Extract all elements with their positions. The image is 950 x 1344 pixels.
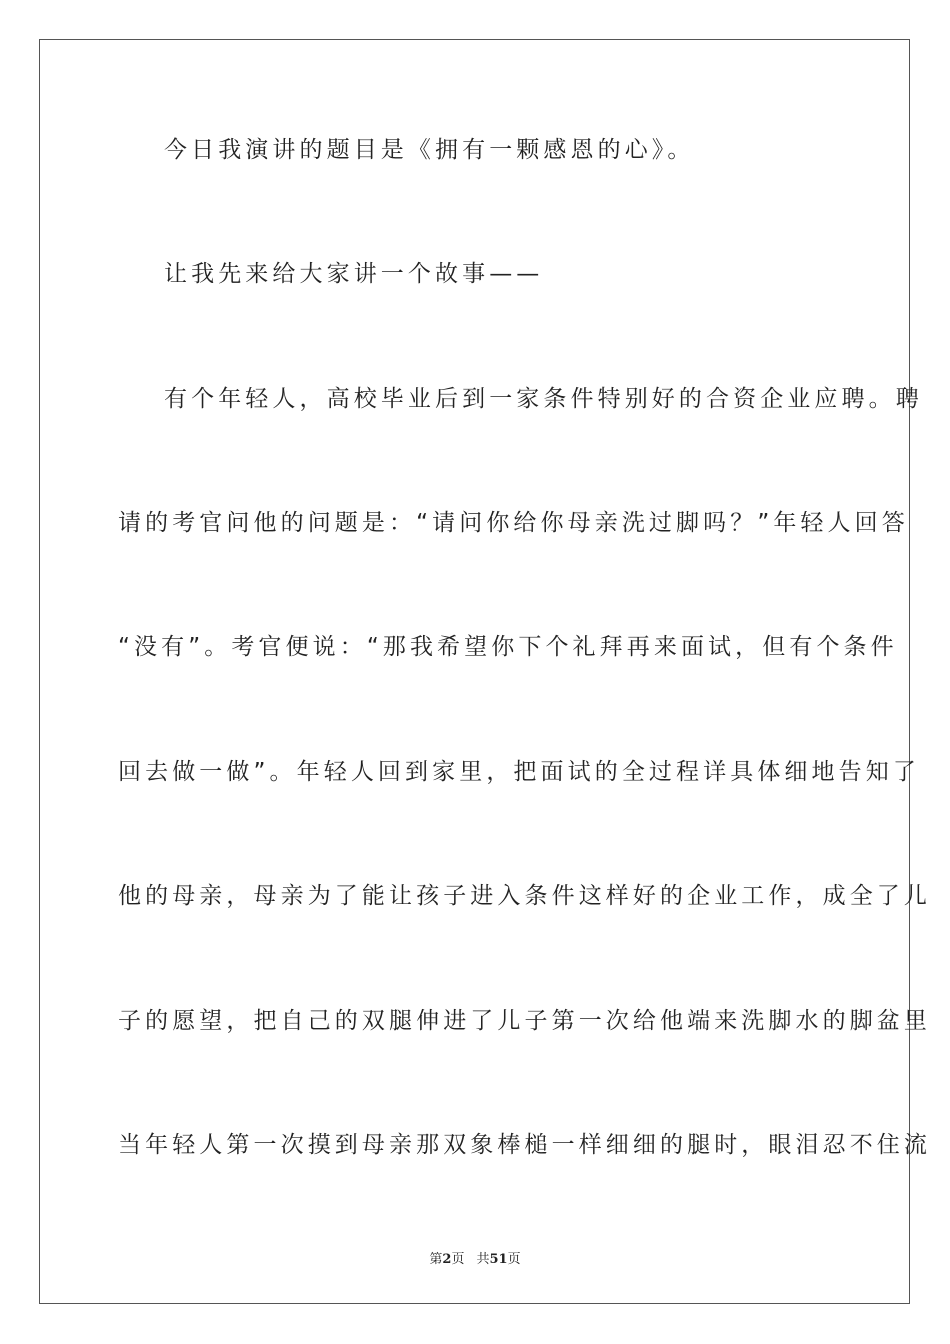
text-line: 子的愿望，把自己的双腿伸进了儿子第一次给他端来洗脚水的脚盆里 bbox=[118, 1008, 931, 1034]
text-line: 他的母亲，母亲为了能让孩子进入条件这样好的企业工作，成全了儿 bbox=[118, 883, 931, 909]
page-prefix: 第 bbox=[429, 1252, 443, 1267]
text-line: “没有”。考官便说：“那我希望你下个礼拜再来面试，但有个条件 bbox=[118, 634, 898, 660]
page-footer bbox=[0, 1248, 950, 1267]
text-line: 请的考官问他的问题是：“请问你给你母亲洗过脚吗？”年轻人回答 bbox=[118, 510, 909, 536]
total-pages: 51 bbox=[489, 1252, 508, 1267]
total-prefix: 共 bbox=[476, 1252, 490, 1267]
text-line: 有个年轻人，高校毕业后到一家条件特别好的合资企业应聘。聘 bbox=[164, 386, 923, 412]
text-line: 今日我演讲的题目是《拥有一颗感恩的心》。 bbox=[164, 137, 695, 163]
text-line: 让我先来给大家讲一个故事—— bbox=[164, 261, 544, 287]
text-line: 回去做一做”。年轻人回到家里，把面试的全过程详具体细地告知了 bbox=[118, 759, 920, 785]
page-suffix: 页 bbox=[451, 1252, 465, 1267]
page-border bbox=[39, 39, 931, 1304]
total-suffix: 页 bbox=[507, 1252, 521, 1267]
text-line: 当年轻人第一次摸到母亲那双象棒槌一样细细的腿时，眼泪忍不住流 bbox=[118, 1132, 931, 1158]
page-number: 2 bbox=[442, 1252, 452, 1267]
